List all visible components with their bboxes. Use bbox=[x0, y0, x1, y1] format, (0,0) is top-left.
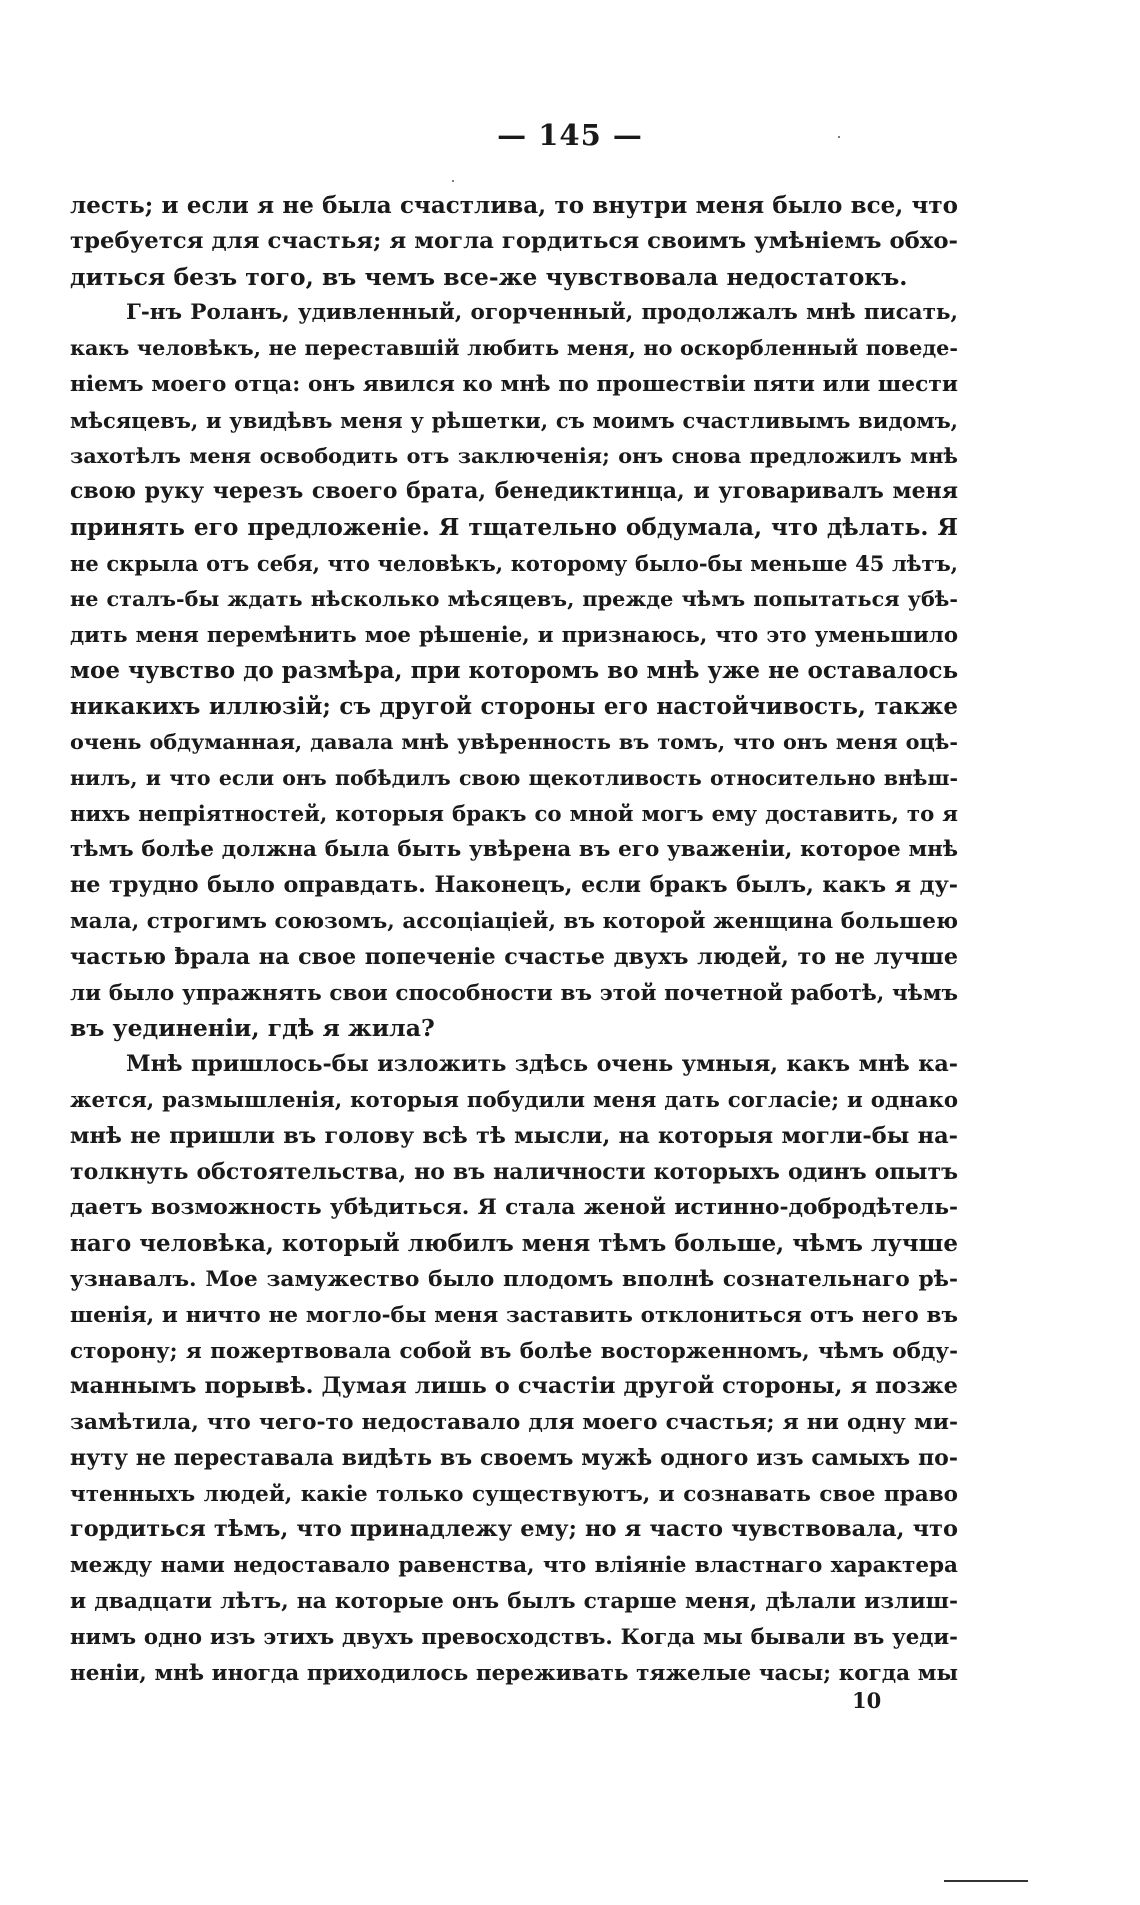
stray-mark bbox=[452, 180, 454, 182]
text-line: частью ƀрала на свое попеченіе счастье двухъ людей, то не лучше bbox=[70, 943, 958, 970]
text-line: лесть; и если я не была счастлива, то внутри меня было все, что bbox=[70, 192, 958, 219]
text-line: мое чувство до размѣра, при которомъ во мнѣ уже не оставалось bbox=[70, 657, 959, 685]
text-line: принять его предложеніе. Я тщательно обдумала, что дѣлать. Я bbox=[70, 514, 958, 542]
text-line: шенія, и ничто не могло-бы меня заставить отклониться отъ него въ bbox=[70, 1302, 958, 1328]
text-line: чтенныхъ людей, какіе только существуютъ, и сознавать свое право bbox=[70, 1481, 958, 1507]
text-line: диться безъ того, въ чемъ все-же чувствовала недостатокъ. bbox=[70, 262, 908, 291]
text-line: жется, размышленія, которыя побудили меня дать согласіе; и однако bbox=[70, 1087, 958, 1113]
paragraph-first-line: Мнѣ пришлось-бы изложить здѣсь очень умныя, какъ мнѣ ка- bbox=[126, 1051, 958, 1078]
text-line: даетъ возможность убѣдиться. Я стала женой истинно-добродѣтель- bbox=[70, 1195, 958, 1221]
text-line: неніи, мнѣ иногда приходилось переживать тяжелые часы; когда мы bbox=[70, 1660, 958, 1686]
paragraph-first-line: Г-нъ Роланъ, удивленный, огорченный, продолжалъ мнѣ писать, bbox=[126, 300, 958, 326]
text-line: какъ человѣкъ, не переставшій любить меня, но оскорбленный поведе- bbox=[70, 336, 958, 361]
text-line: и двадцати лѣтъ, на которые онъ былъ старше меня, дѣлали излиш- bbox=[70, 1589, 958, 1615]
text-line: нихъ непріятностей, которыя бракъ со мной могъ ему доставить, то я bbox=[70, 801, 958, 827]
text-line: не сталъ-бы ждать нѣсколько мѣсяцевъ, прежде чѣмъ попытаться убѣ- bbox=[70, 586, 958, 611]
stray-mark bbox=[838, 136, 840, 138]
text-line: въ уединеніи, гдѣ я жила? bbox=[70, 1014, 435, 1043]
text-line: требуется для счастья; я могла гордиться своимъ умѣніемъ обхо- bbox=[70, 227, 958, 254]
text-line: ніемъ моего отца: онъ явился ко мнѣ по прошествіи пяти или шести bbox=[70, 371, 958, 397]
text-line: нилъ, и что если онъ побѣдилъ свою щекотливость относительно внѣш- bbox=[70, 765, 958, 790]
text-line: сторону; я пожертвовала собой въ болѣе восторженномъ, чѣмъ обду- bbox=[70, 1338, 958, 1364]
text-line: мѣсяцевъ, и увидѣвъ меня у рѣшетки, съ моимъ счастливымъ видомъ, bbox=[70, 407, 958, 433]
text-line: толкнуть обстоятельства, но въ наличности которыхъ одинъ опытъ bbox=[70, 1158, 958, 1185]
text-line: наго человѣка, который любилъ меня тѣмъ больше, чѣмъ лучше bbox=[70, 1230, 958, 1258]
text-line: не трудно было оправдать. Наконецъ, если бракъ былъ, какъ я ду- bbox=[70, 872, 958, 899]
text-line: мнѣ не пришли въ голову всѣ тѣ мысли, на которыя могли-бы на- bbox=[70, 1122, 958, 1149]
text-line: гордиться тѣмъ, что принадлежу ему; но я часто чувствовала, что bbox=[70, 1516, 958, 1543]
text-line: свою руку черезъ своего брата, бенедиктинца, и уговаривалъ меня bbox=[70, 478, 958, 505]
text-line: нуту не переставала видѣть въ своемъ мужѣ одного изъ самыхъ по- bbox=[70, 1444, 958, 1471]
text-line: ли было упражнять свои способности въ этой почетной работѣ, чѣмъ bbox=[70, 980, 958, 1006]
text-line: не скрыла отъ себя, что человѣкъ, которому было-бы меньше 45 лѣтъ, bbox=[70, 550, 958, 576]
text-line: маннымъ порывѣ. Думая лишь о счастіи другой стороны, я позже bbox=[70, 1373, 958, 1400]
text-line: тѣмъ болѣе должна была быть увѣрена въ его уваженіи, которое мнѣ bbox=[70, 837, 958, 863]
text-line: никакихъ иллюзій; съ другой стороны его настойчивость, также bbox=[70, 693, 958, 721]
page-number: — 145 — bbox=[497, 118, 643, 152]
text-line: мала, строгимъ союзомъ, ассоціацiей, въ которой женщина большею bbox=[70, 908, 958, 934]
bottom-rule bbox=[944, 1880, 1028, 1882]
text-line: захотѣлъ меня освободить отъ заключенія; онъ снова предложилъ мнѣ bbox=[70, 443, 958, 468]
text-line: нимъ одно изъ этихъ двухъ превосходствъ. Когда мы бывали въ уеди- bbox=[70, 1624, 958, 1650]
body-text bbox=[70, 188, 958, 1691]
text-line: очень обдуманная, давала мнѣ увѣренность въ томъ, что онъ меня оцѣ- bbox=[70, 729, 958, 754]
signature-mark: 10 bbox=[852, 1688, 882, 1713]
text-line: замѣтила, что чего-то недоставало для моего счастья; я ни одну ми- bbox=[70, 1410, 958, 1436]
text-line: дить меня перемѣнить мое рѣшеніе, и признаюсь, что это уменьшило bbox=[70, 622, 958, 648]
text-line: между нами недоставало равенства, что вліяніе властнаго характера bbox=[70, 1553, 958, 1579]
text-line: узнавалъ. Мое замужество было плодомъ вполнѣ сознательнаго рѣ- bbox=[70, 1266, 958, 1292]
